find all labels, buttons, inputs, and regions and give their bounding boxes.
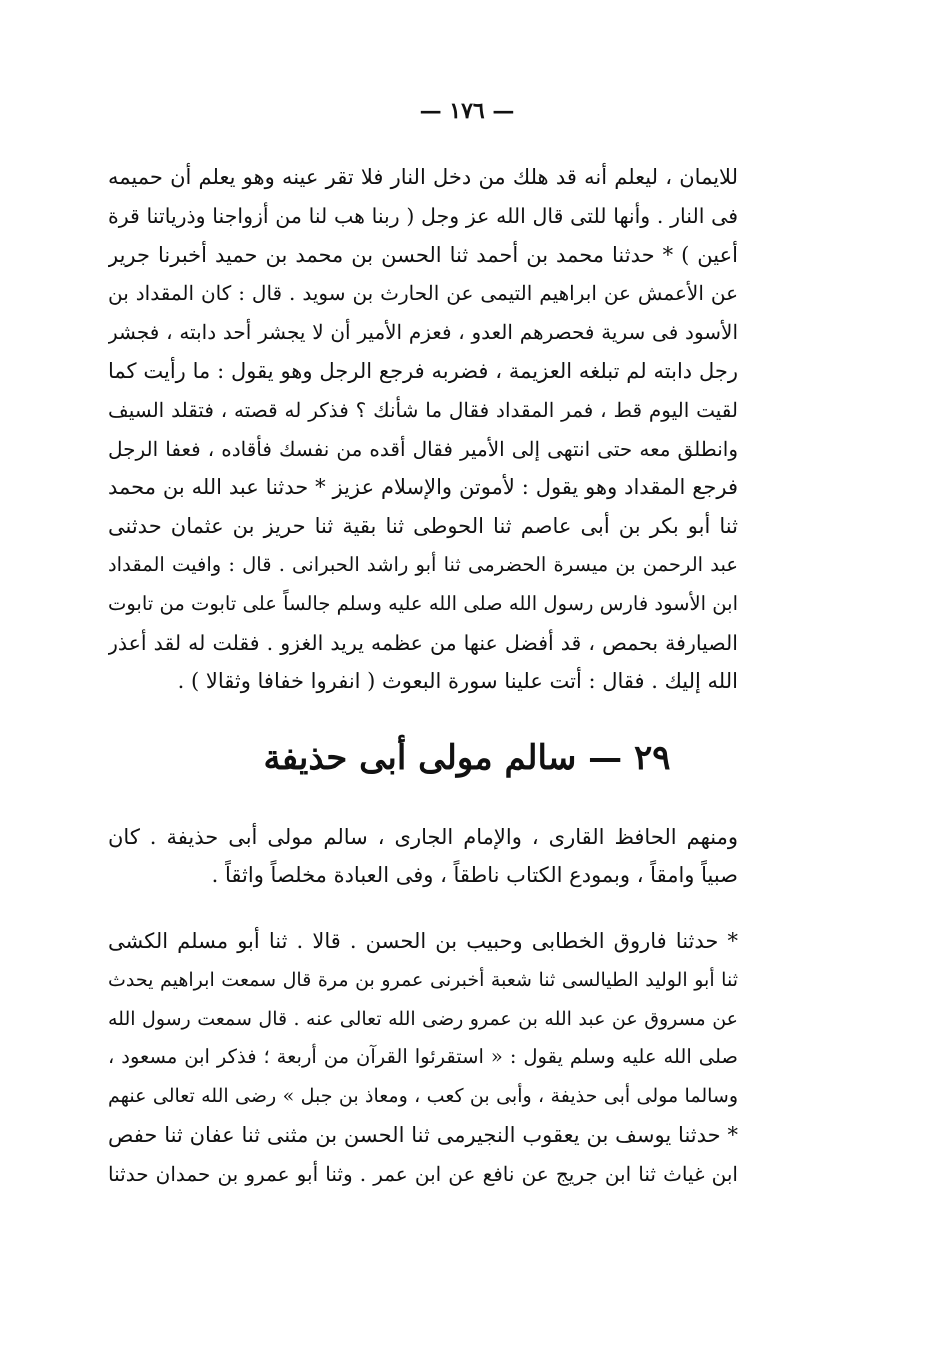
- text-line: * حدثنا يوسف بن يعقوب النجيرمى ثنا الحسن بن مثنى ثنا عفان ثنا حفص: [108, 1122, 738, 1147]
- text-line: للايمان ، ليعلم أنه قد هلك من دخل النار فلا تقر عينه وهو يعلم أن حميمه: [108, 165, 738, 189]
- text-line: لقيت اليوم قط ، فمر المقداد فقال ما شأنك ؟ فذكر له قصته ، فتقلد السيف: [108, 397, 738, 422]
- paragraph-3: [108, 922, 738, 1194]
- text-line: أعين ) * حدثنا محمد بن أحمد ثنا الحسن بن محمد بن حميد أخبرنا جرير: [108, 242, 738, 267]
- text-line: عن الأعمش عن ابراهيم التيمى عن الحارث بن سويد . قال : كان المقداد بن: [108, 281, 738, 306]
- page-number: — ١٧٦ —: [419, 98, 515, 124]
- text-line: ابن الأسود فارس رسول الله صلى الله عليه وسلم جالساً على تابوت من تابوت: [108, 591, 738, 615]
- section-heading: ٢٩ — سالم مولى أبى حذيفة: [263, 738, 671, 778]
- text-line: فرجع المقداد وهو يقول : لأموتن والإسلام عزيز * حدثنا عبد الله بن محمد: [108, 475, 738, 500]
- text-line: الأسود فى سرية فحصرهم العدو ، فعزم الأمير أن لا يجشر أحد دابته ، فجشر: [108, 320, 738, 345]
- text-line: الصيارفة بحمص ، قد أفضل عنها من عظمه يريد الغزو . فقلت له لقد أعذر: [108, 630, 738, 655]
- text-line: ومنهم الحافظ القارى ، والإمام الجارى ، سالم مولى أبى حذيفة . كان: [108, 825, 738, 849]
- text-line: * حدثنا فاروق الخطابى وحبيب بن الحسن . قالا . ثنا أبو مسلم الكشى: [108, 929, 738, 953]
- text-line: وانطلق معه حتى انتهى إلى الأمير فقال أقده من نفسك فأقاده ، فعفا الرجل: [108, 436, 738, 461]
- text-line: عبد الرحمن بن ميسرة الحضرمى ثنا أبو راشد الحبرانى . قال : وافيت المقداد: [108, 552, 738, 576]
- text-line: صلى الله عليه وسلم يقول : « استقرئوا القرآن من أربعة ؛ فذكر ابن مسعود ،: [108, 1045, 738, 1069]
- paragraph-1: [108, 158, 738, 701]
- text-line: وسالما مولى أبى حذيفة ، وأبى بن كعب ، ومعاذ بن جبل » رضى الله تعالى عنهم: [108, 1085, 738, 1108]
- text-line: صبياً وامقاً ، وبمودع الكتاب ناطقاً ، وفى العبادة مخلصاً واثقاً .: [211, 863, 738, 887]
- text-line: ثنا أبو بكر بن أبى عاصم ثنا الحوطى ثنا بقية ثنا حريز بن عثمان حدثنى: [108, 514, 738, 539]
- text-line: ابن غياث ثنا ابن جريج عن نافع عن ابن عمر . وثنا أبو عمرو بن حمدان حدثنا: [108, 1161, 738, 1186]
- paragraph-2: [108, 818, 738, 894]
- text-line: الله إليك . فقال : أتت علينا سورة البعوث ( انفروا خفافا وثقالا ) .: [177, 669, 738, 694]
- text-line: ثنا أبو الوليد الطيالسى ثنا شعبة أخبرنى عمرو بن مرة قال سمعت ابراهيم يحدث: [108, 968, 738, 991]
- text-line: عن مسروق عن عبد الله بن عمرو رضى الله تعالى عنه . قال سمعت رسول الله: [108, 1007, 738, 1030]
- text-line: فى النار . وأنها للتى قال الله عز وجل ( ربنا هب لنا من أزواجنا وذرياتنا قرة: [108, 203, 738, 228]
- text-line: رجل دابته لم تبلغه العزيمة ، فضربه فرجع الرجل وهو يقول : ما رأيت كما: [108, 358, 738, 383]
